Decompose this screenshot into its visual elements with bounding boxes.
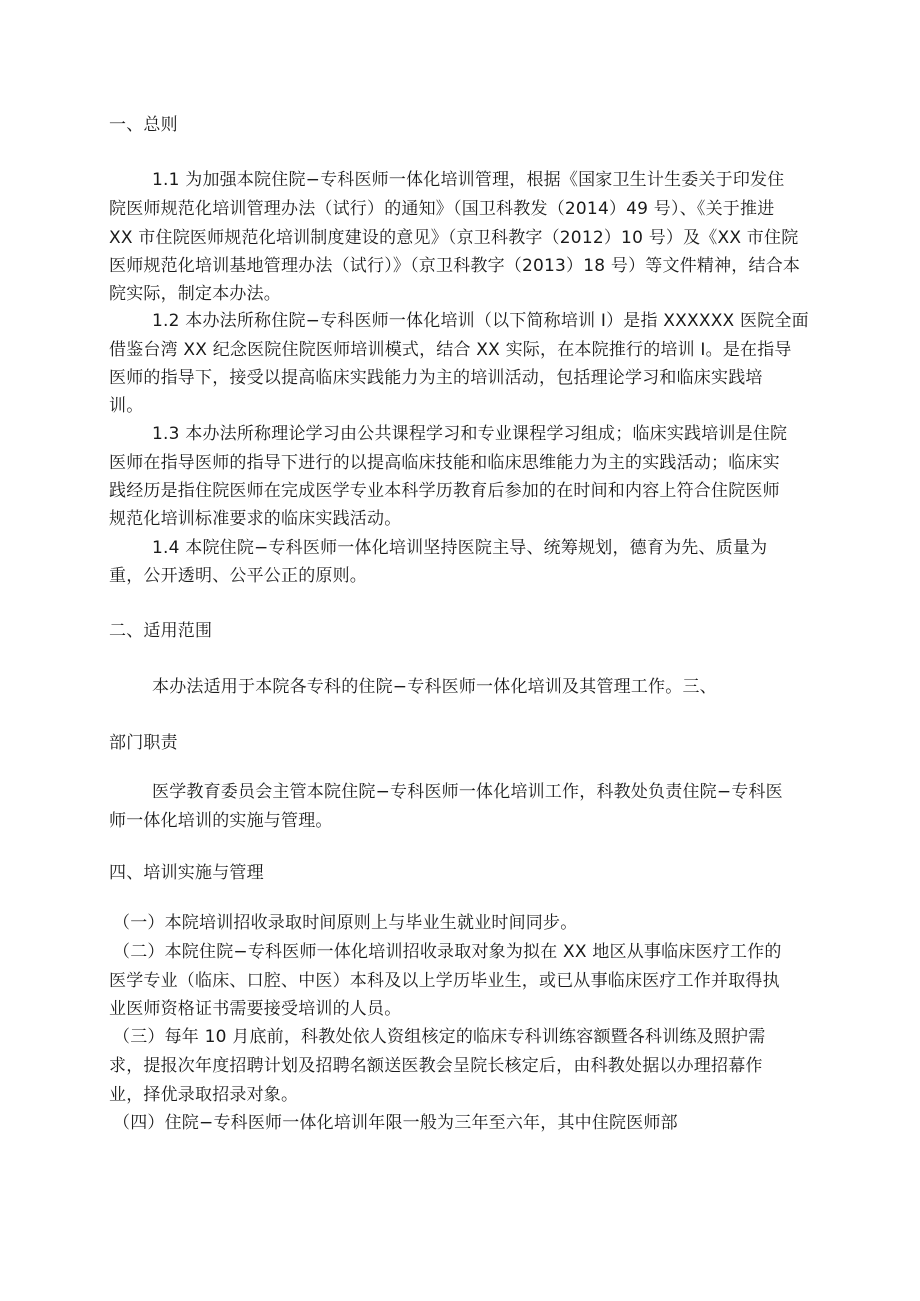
paragraph-line: （四）住院−专科医师一体化培训年限一般为三年至六年，其中住院医师部 [113,1113,678,1133]
paragraph-line: 1.2 本办法所称住院−专科医师一体化培训（以下简称培训 I）是指 XXXXXX 医院全面 [152,311,809,331]
paragraph-line: 院医师规范化培训管理办法（试行）的通知》（国卫科教发（2014）49 号）、《关于推进 [109,199,775,219]
section-heading-general: 一、总则 [109,115,178,135]
paragraph-line: 重，公开透明、公平公正的原则。 [109,566,367,586]
paragraph-line: 1.3 本办法所称理论学习由公共课程学习和专业课程学习组成；临床实践培训是住院 [152,424,788,444]
section-heading-scope: 二、适用范围 [109,621,213,641]
paragraph-line: 业，择优录取招录对象。 [109,1085,299,1105]
paragraph-line: 践经历是指住院医师在完成医学专业本科学历教育后参加的在时间和内容上符合住院医师 [109,481,780,501]
paragraph-line: 医学教育委员会主管本院住院−专科医师一体化培训工作，科教处负责住院−专科医 [152,782,783,802]
paragraph-line: （三）每年 10 月底前，科教处依人资组核定的临床专科训练容额暨各科训练及照护需 [113,1027,766,1047]
paragraph-line: 1.4 本院住院−专科医师一体化培训坚持医院主导、统筹规划，德育为先、质量为 [152,538,768,558]
paragraph-line: 规范化培训标准要求的临床实践活动。 [109,509,402,529]
paragraph-line: 医师规范化培训基地管理办法（试行）》（京卫科教字（2013）18 号）等文件精神，结合本 [109,256,801,276]
paragraph-line: 业医师资格证书需要接受培训的人员。 [109,999,402,1019]
paragraph-line: 师一体化培训的实施与管理。 [109,811,333,831]
paragraph-line: 借鉴台湾 XX 纪念医院住院医师培训模式，结合 XX 实际，在本院推行的培训 I。是在指导 [109,340,792,360]
paragraph-line: 训。 [109,396,144,416]
paragraph-line: 医师的指导下，接受以提高临床实践能力为主的培训活动，包括理论学习和临床实践培 [109,368,763,388]
paragraph-line: 院实际，制定本办法。 [109,284,281,304]
paragraph-line: XX 市住院医师规范化培训制度建设的意见》（京卫科教字（2012）10 号）及《XX 市住院 [109,228,799,248]
paragraph-line: 1.1 为加强本院住院−专科医师一体化培训管理，根据《国家卫生计生委关于印发住 [152,170,785,190]
paragraph-line: 医师在指导医师的指导下进行的以提高临床技能和临床思维能力为主的实践活动；临床实 [109,453,780,473]
paragraph-line: 医学专业（临床、口腔、中医）本科及以上学历毕业生，或已从事临床医疗工作并取得执 [109,971,780,991]
paragraph-line: （一）本院培训招收录取时间原则上与毕业生就业时间同步。 [113,913,578,933]
section-heading-departments: 部门职责 [109,733,178,753]
paragraph-line: （二）本院住院−专科医师一体化培训招收录取对象为拟在 XX 地区从事临床医疗工作的 [113,942,782,962]
paragraph-line: 求，提报次年度招聘计划及招聘名额送医教会呈院长核定后，由科教处据以办理招幕作 [109,1056,763,1076]
section-heading-training: 四、培训实施与管理 [109,863,264,883]
paragraph-line: 本办法适用于本院各专科的住院−专科医师一体化培训及其管理工作。三、 [152,677,717,697]
